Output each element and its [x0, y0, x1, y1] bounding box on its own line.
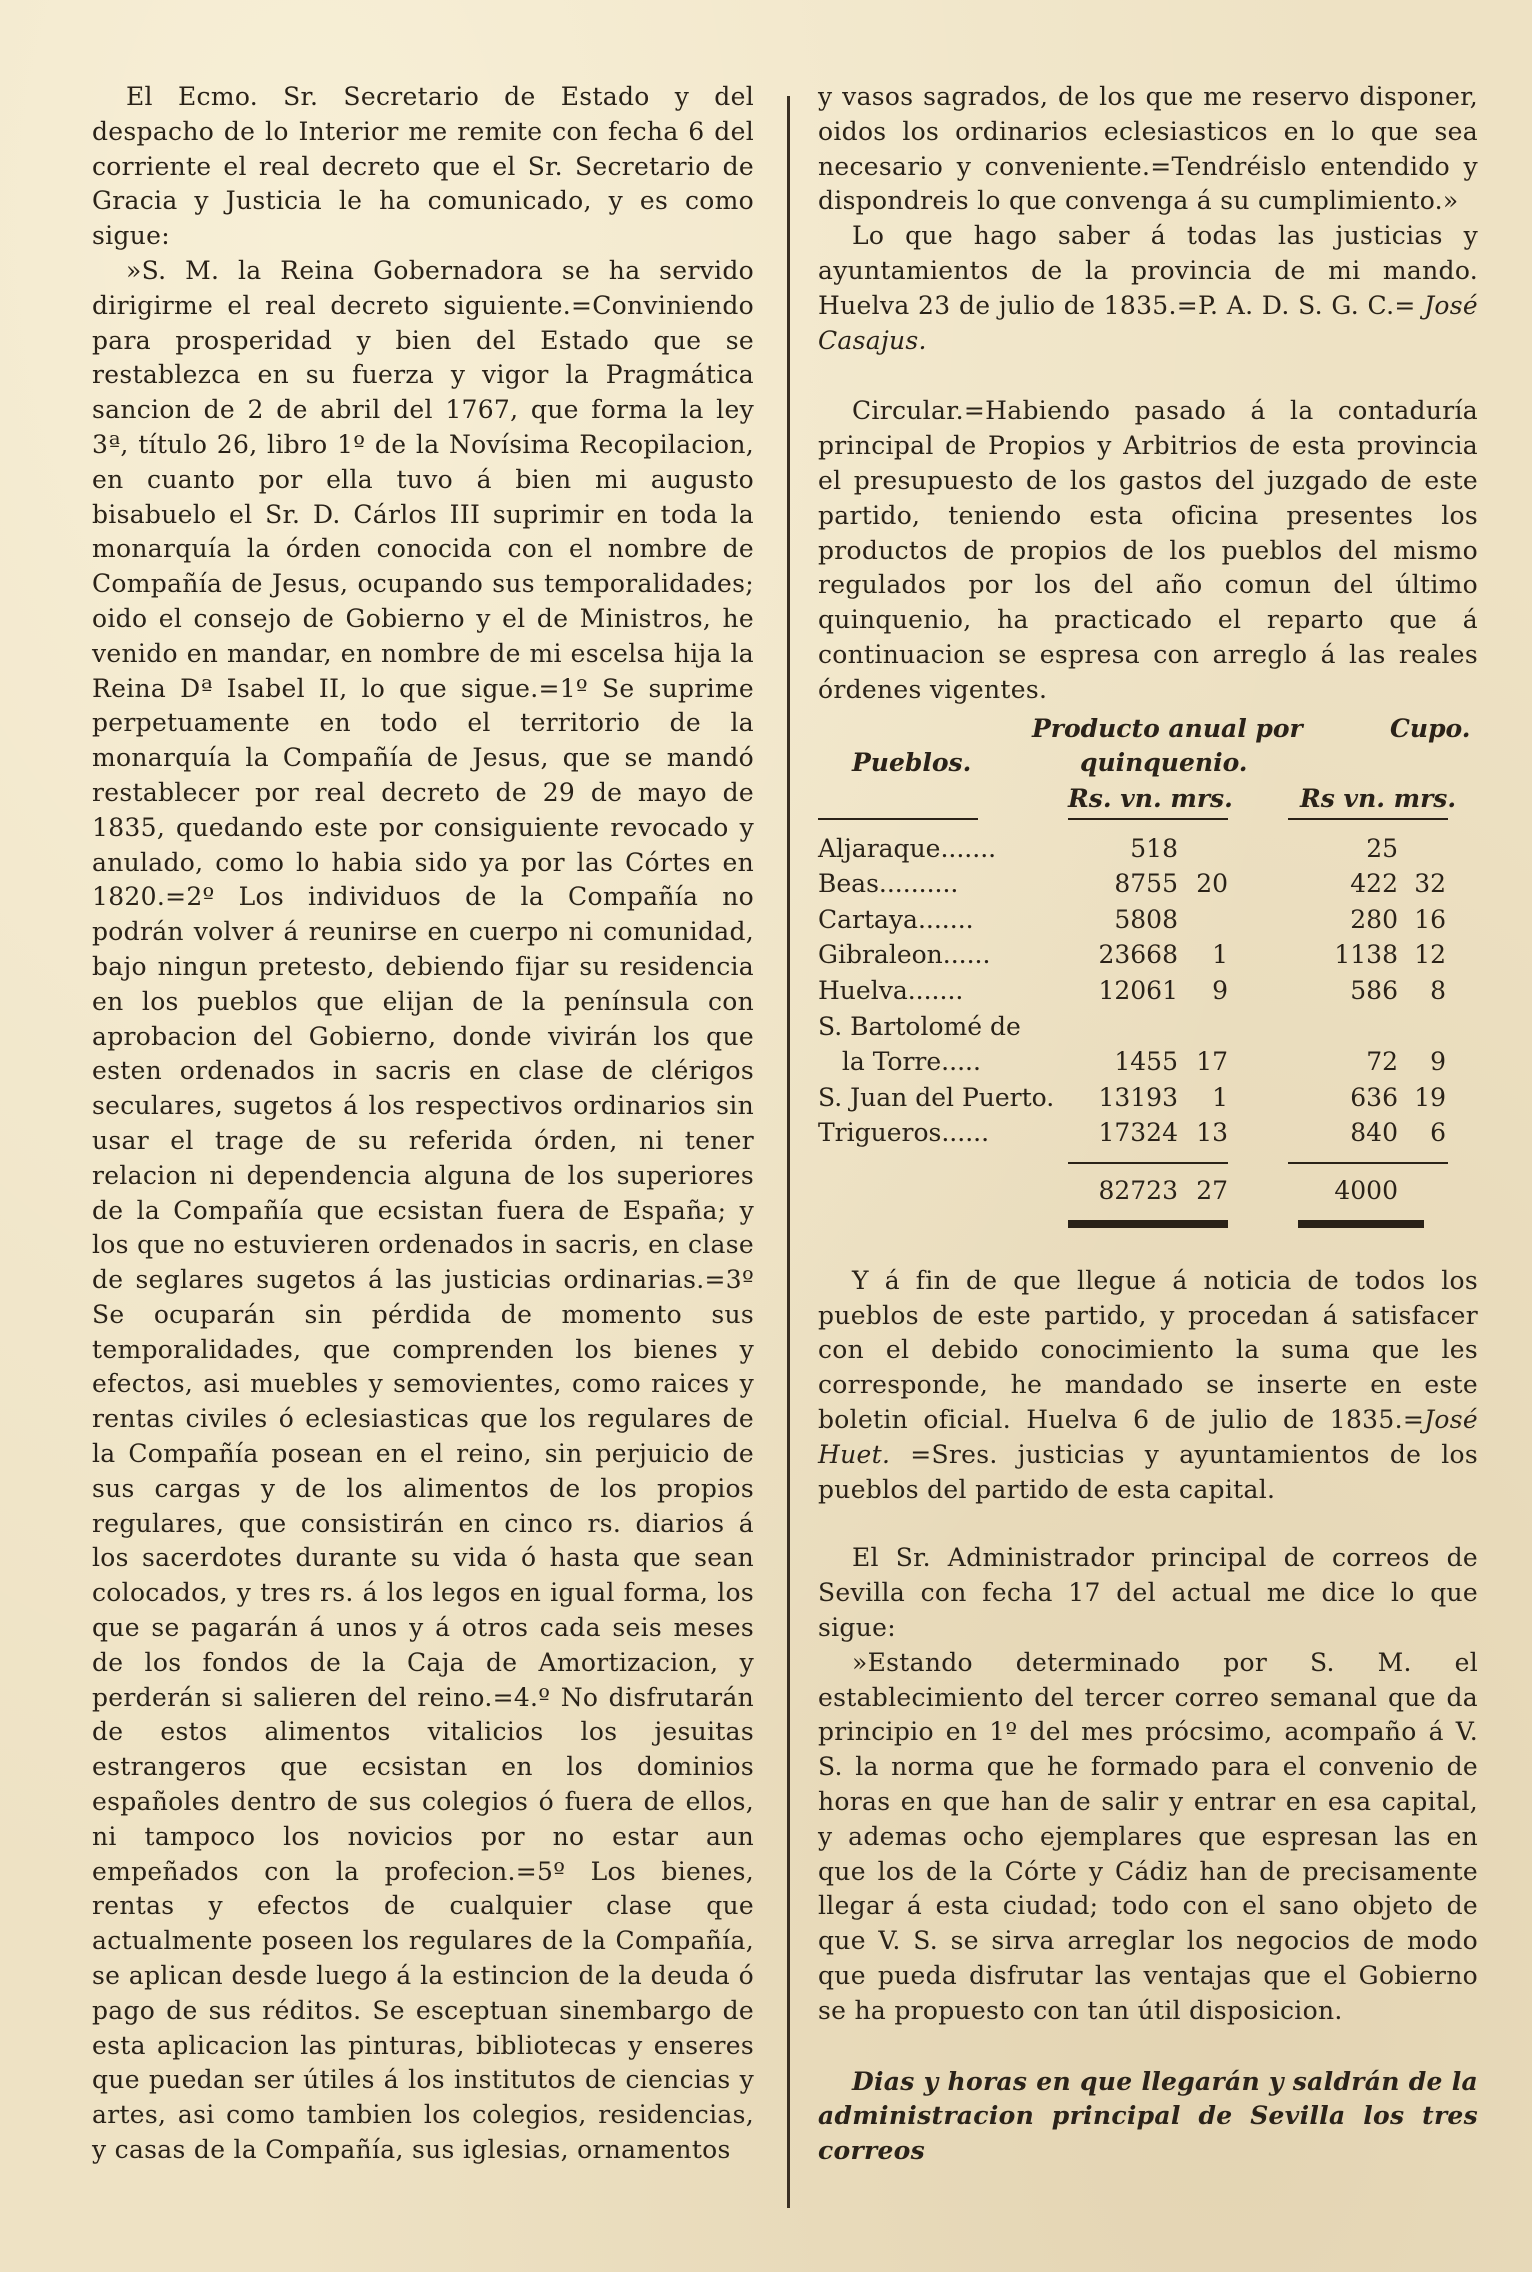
- table-row: [818, 869, 1478, 905]
- producto-mrs: 20: [1196, 869, 1228, 899]
- correos-intro: El Sr. Administrador principal de correos de Sevilla con fecha 17 del actual me dice lo que sigue:: [818, 1543, 1478, 1643]
- cupo-mrs: 8: [1430, 975, 1446, 1005]
- producto-rs: 1455: [1114, 1047, 1178, 1077]
- column-divider: [787, 96, 790, 2208]
- cupo-mrs: 6: [1430, 1118, 1446, 1148]
- producto-mrs: 13: [1196, 1118, 1228, 1148]
- cupo-mrs: 19: [1414, 1082, 1446, 1112]
- cupo-rs: 636: [1350, 1082, 1398, 1112]
- producto-mrs: 1: [1212, 940, 1228, 970]
- cupo-rs: 72: [1366, 1047, 1398, 1077]
- total-rs: 82723: [1098, 1175, 1178, 1205]
- circular-addressee: =Sres. justicias y ayuntamientos de los pueblos del partido de esta capital.: [818, 1439, 1478, 1504]
- table-header: [818, 714, 1478, 834]
- order-signature: José Casajus.: [818, 290, 1479, 355]
- total-cupo: 4000: [1334, 1175, 1398, 1205]
- table-row: [818, 940, 1478, 976]
- table-row: [818, 834, 1478, 870]
- producto-mrs: 1: [1212, 1082, 1228, 1112]
- sum-rule: [1068, 1162, 1228, 1164]
- order-text: Lo que hago saber á todas las justicias y ayuntamientos de la provincia de mi mando. Huelva 23 de julio de 1835.=P. A. D. S. G. C.=: [818, 221, 1478, 320]
- left-column: [92, 80, 754, 2168]
- producto-rs: 17324: [1098, 1118, 1178, 1148]
- pueblo-name: la Torre.....: [818, 1047, 981, 1077]
- table-row: [818, 1083, 1478, 1119]
- decree-continuation: y vasos sagrados, de los que me reservo disponer, oidos los ordinarios eclesiasticos en lo que sea necesario y conveniente.=Tendréislo entendido y dispondreis lo que convenga á su cumplimiento.»: [818, 82, 1478, 216]
- pueblo-name: Huelva.......: [818, 975, 964, 1005]
- table-row: [818, 905, 1478, 941]
- table-row: [818, 976, 1478, 1012]
- cupo-rs: 586: [1350, 975, 1398, 1005]
- total-mrs: 27: [1196, 1175, 1228, 1205]
- cupo-rs: 1138: [1334, 940, 1398, 970]
- circular-end-paragraph: [818, 1264, 1478, 1508]
- intro-paragraph: El Ecmo. Sr. Secretario de Estado y del despacho de lo Interior me remite con fecha 6 del corriente el real decreto que el Sr. Secretario de Gracia y Justicia le ha comunicado, y es como sigue:: [92, 82, 754, 251]
- cupo-mrs: 12: [1414, 940, 1446, 970]
- header-producto: Producto anual por: [1032, 713, 1303, 743]
- circular-end-text: Y á fin de que llegue á noticia de todos los pueblos de este partido, y procedan á satisfacer con el debido conocimiento la suma que les corresponde, he mandado se inserte en este boletin oficial. Huelva 6 de julio de 1835.=: [818, 1265, 1478, 1435]
- producto-mrs: 17: [1196, 1047, 1228, 1077]
- table-row: [818, 1047, 1478, 1083]
- cupo-rs: 840: [1350, 1118, 1398, 1148]
- pueblo-name: Gibraleon......: [818, 940, 991, 970]
- header-cupo: Cupo.: [1390, 713, 1471, 743]
- cupo-mrs: 32: [1414, 869, 1446, 899]
- producto-rs: 5808: [1114, 904, 1178, 934]
- sum-rule: [1288, 1162, 1448, 1164]
- table-row: [818, 1012, 1478, 1048]
- decree-paragraph: »S. M. la Reina Gobernadora se ha servido dirigirme el real decreto siguiente.=Conviniendo para prosperidad y bien del Estado que se restablezca en su fuerza y vigor la Pragmática sancion de 2 de abril del 1767, que forma la ley 3ª, título 26, libro 1º de la Novísima Recopilacion, en cuanto por ella tuvo á bien mi augusto bisabuelo el Sr. D. Cárlos III suprimir en toda la monarquía la órden conocida con el nombre de Compañía de Jesus, ocupando sus temporalidades; oido el consejo de Gobierno y el de Ministros, he venido en mandar, en nombre de mi escelsa hija la Reina Dª Isabel II, lo que sigue.=1º Se suprime perpetuamente en todo el territorio de la monarquía la Compañía de Jesus, que se mandó restablecer por real decreto de 29 de mayo de 1835, quedando este por consiguiente revocado y anulado, como lo habia sido ya por las Córtes en 1820.=2º Los individuos de la Compañía no podrán volver á reunirse en cuerpo ni comunidad, bajo ningun pretesto, debiendo fijar su residencia en los pueblos que elijan de la península con aprobacion del Gobierno, donde vivirán los que esten ordenados in sacris en clase de clérigos seculares, sugetos á los respectivos ordinarios sin usar el trage de su referida órden, ni tener relacion ni dependencia alguna de los superiores de la Compañía que ecsistan fuera de España; y los que no estuvieren ordenados in sacris, en clase de seglares sugetos á las justicias ordinarias.=3º Se ocuparán sin pérdida de momento sus temporalidades, que comprenden los bienes y efectos, asi muebles y semovientes, como raices y rentas civiles ó eclesiasticas que los regulares de la Compañía posean en el reino, sin perjuicio de sus cargas y de los alimentos de los propios regulares, que consistirán en cinco rs. diarios á los sacerdotes durante su vida ó hasta que sean colocados, y tres rs. á los legos en igual forma, los que se pagarán á unos y á otros cada seis meses de los fondos de la Caja de Amortizacion, y perderán si salieren del reino.=4.º No disfrutarán de estos alimentos vitalicios los jesuitas estrangeros que ecsistan en los dominios españoles dentro de sus colegios ó fuera de ellos, ni tampoco los novicios por no estar aun empeñados con la profecion.=5º Los bienes, rentas y efectos de cualquier clase que actualmente poseen los regulares de la Compañía, se aplican desde luego á la estincion de la deuda ó pago de sus réditos. Se esceptuan sinembargo de esta aplicacion las pinturas, bibliotecas y enseres que puedan ser útiles á los institutos de ciencias y artes, asi como tambien los colegios, residencias, y casas de la Compañía, sus iglesias, ornamentos: [92, 255, 754, 2165]
- header-units-cupo: Rs vn. mrs.: [1300, 783, 1457, 813]
- pueblo-name: Trigueros......: [818, 1118, 990, 1148]
- pueblo-name: Aljaraque.......: [818, 833, 997, 863]
- producto-rs: 13193: [1098, 1082, 1178, 1112]
- circular-paragraph: Circular.=Habiendo pasado á la contaduría principal de Propios y Arbitrios de esta provincia el presupuesto de los gastos del juzgado de este partido, teniendo esta oficina presentes los productos de propios de los pueblos del mismo regulados por los del año comun del último quinquenio, ha practicado el reparto que á continuacion se espresa con arreglo á las reales órdenes vigentes.: [818, 396, 1478, 704]
- producto-rs: 518: [1130, 833, 1178, 863]
- correos-schedule-heading: Dias y horas en que llegarán y saldrán de la administracion principal de Sevilla los tres correos: [818, 2066, 1478, 2166]
- pueblo-name: S. Bartolomé de: [818, 1011, 1021, 1041]
- table-body: [818, 834, 1478, 1154]
- cupo-rs: 25: [1366, 833, 1398, 863]
- order-paragraph: [818, 219, 1478, 358]
- header-rule: [818, 818, 978, 820]
- circular-signature: José Huet.: [818, 1405, 1478, 1469]
- cupo-rs: 422: [1350, 869, 1398, 899]
- cupo-mrs: 9: [1430, 1047, 1446, 1077]
- closing-rule: [1298, 1220, 1424, 1228]
- header-quinquenio: quinquenio.: [1080, 747, 1248, 777]
- cupo-mrs: 16: [1414, 904, 1446, 934]
- budget-table: [818, 714, 1478, 1230]
- right-column: [818, 80, 1478, 2169]
- producto-rs: 23668: [1098, 940, 1178, 970]
- closing-rule: [1068, 1220, 1228, 1228]
- correos-body: »Estando determinado por S. M. el establecimiento del tercer correo semanal que da principio en 1º del mes prócsimo, acompaño á V. S. la norma que he formado para el convenio de horas en que han de salir y entrar en esa capital, y ademas ocho ejemplares que espresan las en que los de la Córte y Cádiz han de precisamente llegar á esta ciudad; todo con el sano objeto de que V. S. se sirva arreglar los negocios de modo que pueda disfrutar las ventajas que el Gobierno se ha propuesto con tan útil disposicion.: [818, 1647, 1478, 2025]
- pueblo-name: Cartaya.......: [818, 904, 974, 934]
- producto-rs: 12061: [1098, 975, 1178, 1005]
- producto-mrs: 9: [1212, 975, 1228, 1005]
- table-totals: [818, 1154, 1478, 1230]
- pueblo-name: S. Juan del Puerto.: [818, 1082, 1055, 1112]
- header-units-producto: Rs. vn. mrs.: [1068, 783, 1233, 813]
- header-rule: [1288, 818, 1448, 820]
- cupo-rs: 280: [1350, 904, 1398, 934]
- table-row: [818, 1118, 1478, 1154]
- header-pueblos: Pueblos.: [852, 747, 972, 777]
- producto-rs: 8755: [1114, 869, 1178, 899]
- pueblo-name: Beas..........: [818, 869, 959, 899]
- header-rule: [1068, 818, 1228, 820]
